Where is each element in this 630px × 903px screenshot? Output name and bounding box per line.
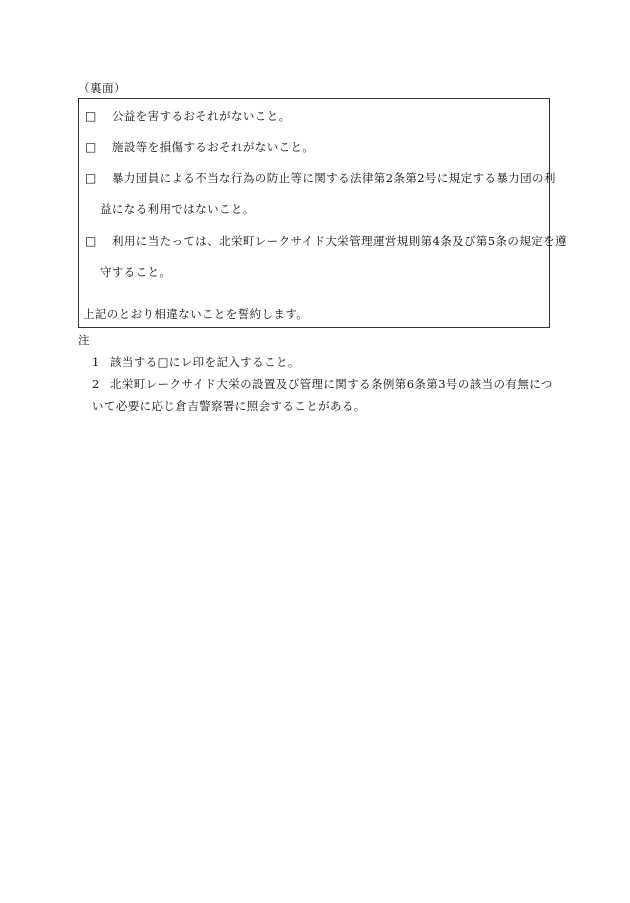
note-number: 2 bbox=[92, 377, 100, 391]
checklist-item-text-cont: 益になる利用ではないこと。 bbox=[100, 202, 255, 216]
checkbox[interactable]: □ bbox=[85, 140, 97, 154]
note-item bbox=[92, 354, 300, 370]
checklist-item-text: 公益を害するおそれがないこと。 bbox=[112, 109, 291, 123]
note-number: 1 bbox=[92, 355, 100, 369]
note-text: 北栄町レークサイド大栄の設置及び管理に関する条例第6条第3号の該当の有無につ bbox=[110, 377, 553, 391]
note-item bbox=[92, 376, 553, 392]
checkbox[interactable]: □ bbox=[85, 171, 97, 185]
checkbox[interactable]: □ bbox=[85, 234, 97, 248]
checklist-item-text: 暴力団員による不当な行為の防止等に関する法律第2条第2号に規定する暴力団の利 bbox=[112, 171, 556, 185]
checklist-item-text-cont: 守すること。 bbox=[100, 265, 172, 279]
checklist-item-text: 施設等を損傷するおそれがないこと。 bbox=[112, 140, 315, 154]
checkbox[interactable]: □ bbox=[85, 109, 97, 123]
pledge-box bbox=[78, 98, 567, 328]
notes-heading: 注 bbox=[78, 333, 90, 347]
checklist-item-text: 利用に当たっては、北栄町レークサイド大栄管理運営規則第4条及び第5条の規定を遵 bbox=[112, 234, 567, 248]
note-text: 該当する□にレ印を記入すること。 bbox=[110, 355, 300, 369]
pledge-statement: 上記のとおり相違ないことを誓約します。 bbox=[83, 307, 309, 321]
note-text-cont: いて必要に応じ倉吉警察署に照会することがある。 bbox=[92, 399, 366, 413]
page-side-label: （裏面） bbox=[78, 81, 126, 95]
